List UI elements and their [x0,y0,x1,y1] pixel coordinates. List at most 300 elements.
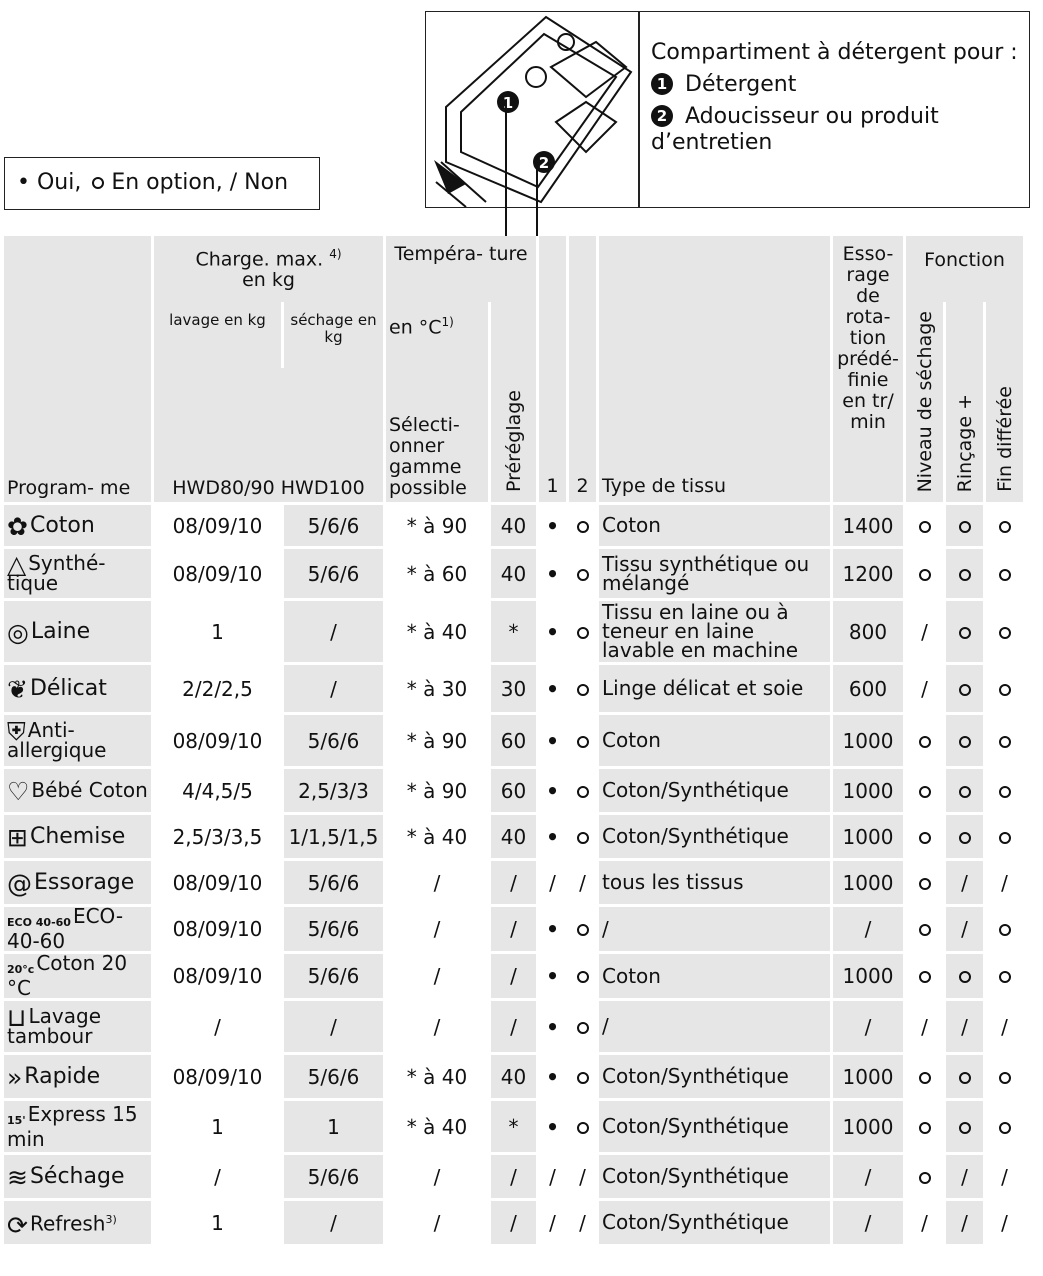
sechage-cell: 5/6/6 [281,904,383,951]
refresh-icon: ⟳ [7,1210,28,1240]
lavage-cell: 08/09/10 [151,1052,281,1098]
option-ring-icon [959,1072,971,1084]
c1-cell: • [536,712,566,766]
lavage-cell: / [151,998,281,1052]
pre-cell: / [488,951,536,998]
tissu-cell: Coton/Synthétique [596,1152,830,1198]
f2-cell [943,598,983,662]
option-ring-icon [919,521,931,533]
header-tissu: Type de tissu [596,236,830,502]
sechage-cell: 5/6/6 [281,951,383,998]
fin-differee-label: Fin différée [993,386,1016,492]
option-ring-icon [919,569,931,581]
svg-text:2: 2 [538,154,550,172]
option-ring-icon [577,569,589,581]
c1-cell: / [536,1152,566,1198]
option-ring-icon [577,627,589,639]
header-temp-unit [383,302,488,368]
sechage-cell: / [281,998,383,1052]
flower-icon: ✿ [7,511,28,541]
rincage-label: Rinçage + [953,393,976,492]
f2-cell [943,1098,983,1152]
spin-cell: / [830,904,903,951]
pre-cell: / [488,1152,536,1198]
charge-footnote: 4) [329,247,342,261]
spin-cell: / [830,1152,903,1198]
spin-cell: 1000 [830,1098,903,1152]
sechage-cell: 1 [281,1098,383,1152]
programme-name: Express 15 min [7,1101,138,1151]
spin-cell: 1200 [830,546,903,598]
lavage-cell: 08/09/10 [151,546,281,598]
temp-cell: / [383,858,488,904]
tissu-cell: Coton/Synthétique [596,1098,830,1152]
header-programme: Program- me [4,236,151,502]
option-ring-icon [577,786,589,798]
pre-cell: 40 [488,546,536,598]
pre-cell: / [488,904,536,951]
pre-cell: / [488,998,536,1052]
f3-cell: / [983,1198,1023,1244]
temp-cell: * à 60 [383,546,488,598]
table-row [4,598,1023,662]
spin-cell: 1000 [830,766,903,812]
f3-cell: / [983,998,1023,1052]
option-ring-icon [919,736,931,748]
f1-cell [903,858,943,904]
lavage-cell: 08/09/10 [151,712,281,766]
header-col-2: 2 [566,236,596,502]
option-ring-icon [959,736,971,748]
c2-cell [566,812,596,858]
lavage-cell: / [151,1152,281,1198]
c1-cell: • [536,998,566,1052]
spin-cell: 1000 [830,1052,903,1098]
option-ring-icon [919,878,931,890]
charge-unit: en kg [242,269,295,292]
sechage-cell: 5/6/6 [281,502,383,546]
lavage-cell: 1 [151,1198,281,1244]
programme-name: Rapide [24,1063,101,1089]
f1-cell [903,502,943,546]
header-selection: Sélecti- onner gamme possible [383,368,488,502]
header-niveau-sechage [903,302,943,502]
pre-cell: 30 [488,662,536,712]
lavage-cell: 4/4,5/5 [151,766,281,812]
feather-icon: ❦ [7,674,28,704]
programme-cell [4,662,151,712]
c1-cell: • [536,502,566,546]
header-fin-differee [983,302,1023,502]
tissu-cell: Coton/Synthétique [596,1052,830,1098]
f2-cell: / [943,858,983,904]
option-ring-icon [959,1122,971,1134]
shield-icon: ⛨ [7,717,26,746]
f3-cell: / [983,858,1023,904]
option-ring-icon [577,684,589,696]
wool-icon: ◎ [7,617,29,647]
tissu-cell: Coton [596,712,830,766]
c2-cell [566,998,596,1052]
table-row [4,766,1023,812]
programme-name: Chemise [29,823,126,849]
programme-cell [4,812,151,858]
drawer-item-1-label: Détergent [685,72,797,97]
tissu-cell: Linge délicat et soie [596,662,830,712]
c2-cell [566,598,596,662]
programme-cell [4,904,151,951]
programme-cell [4,598,151,662]
pre-cell: 40 [488,502,536,546]
c2-cell [566,712,596,766]
c1-cell: • [536,546,566,598]
table-row [4,1052,1023,1098]
niveau-sechage-label: Niveau de séchage [913,310,936,492]
option-ring-icon [999,521,1011,533]
header-charge [151,236,383,302]
spiral-icon: @ [7,868,32,898]
c2-cell: / [566,1198,596,1244]
programme-table [4,236,1023,1244]
pre-cell: / [488,1198,536,1244]
option-ring-icon [999,736,1011,748]
preglage-label: Préréglage [502,389,525,492]
f1-cell: / [903,1198,943,1244]
legend-option: En option, [111,170,223,195]
f2-cell: / [943,904,983,951]
option-ring-icon [92,177,104,189]
table-row [4,812,1023,858]
f3-cell [983,766,1023,812]
option-ring-icon [999,684,1011,696]
c1-cell: • [536,904,566,951]
header-sechage: séchage en kg [281,302,383,368]
charge-title: Charge. max. [195,248,324,271]
option-ring-icon [919,1122,931,1134]
option-ring-icon [577,971,589,983]
option-ring-icon [999,971,1011,983]
option-ring-icon [959,786,971,798]
option-ring-icon [959,627,971,639]
option-ring-icon [959,569,971,581]
header-models: HWD80/90 HWD100 [151,368,383,502]
f1-cell [903,1152,943,1198]
table-row [4,546,1023,598]
table-row [4,502,1023,546]
option-ring-icon [999,627,1011,639]
header-temperature: Tempéra- ture [383,236,536,302]
tissu-cell: Coton [596,951,830,998]
temp-cell: * à 90 [383,502,488,546]
temp-cell: * à 40 [383,598,488,662]
programme-name: Essorage [34,869,135,895]
option-ring-icon [919,1072,931,1084]
drum-icon: ⊔ [7,1003,27,1032]
option-ring-icon [919,832,931,844]
f3-cell [983,904,1023,951]
f3-cell [983,546,1023,598]
drawer-item-2-label: Adoucisseur ou produit d’entretien [651,104,939,155]
temp-cell: / [383,1198,488,1244]
programme-cell [4,998,151,1052]
programme-name: Délicat [29,675,107,701]
drawer-title: Compartiment à détergent pour : [651,40,1018,65]
f3-cell [983,662,1023,712]
programme-name: Coton [29,512,95,538]
option-ring-icon [959,832,971,844]
triangle-icon: △ [7,550,27,579]
sechage-cell: 5/6/6 [281,546,383,598]
f2-cell [943,766,983,812]
shirt-icon: ⊞ [7,822,28,852]
header-essorage: Esso- rage de rota- tion prédé- finie en tr/ min [830,236,903,502]
temp-cell: * à 40 [383,812,488,858]
c1-cell: • [536,1098,566,1152]
cotton-20-icon: 20°c [7,963,35,976]
header-lavage: lavage en kg [151,302,281,368]
f2-cell [943,812,983,858]
f3-cell [983,1052,1023,1098]
c1-cell: / [536,858,566,904]
f3-cell [983,598,1023,662]
programme-name: Synthé- tique [7,551,106,595]
tissu-cell: / [596,998,830,1052]
table-row [4,1098,1023,1152]
table-row [4,1152,1023,1198]
option-ring-icon [577,521,589,533]
f1-cell [903,766,943,812]
sechage-cell: 5/6/6 [281,1052,383,1098]
drawer-item-1 [651,72,1021,98]
number-1-icon: 1 [651,73,673,95]
c2-cell [566,1052,596,1098]
baby-clothes-icon: ♡ [7,776,30,806]
f2-cell: / [943,998,983,1052]
programme-cell [4,502,151,546]
f1-cell [903,1052,943,1098]
temp-cell: * à 90 [383,712,488,766]
f3-cell [983,812,1023,858]
sechage-cell: 5/6/6 [281,858,383,904]
sechage-cell: 1/1,5/1,5 [281,812,383,858]
sechage-cell: 5/6/6 [281,712,383,766]
lavage-cell: 1 [151,598,281,662]
c2-cell [566,502,596,546]
tissu-cell: Coton [596,502,830,546]
table-row [4,1198,1023,1244]
f1-cell [903,904,943,951]
sechage-cell: 5/6/6 [281,1152,383,1198]
f1-cell [903,951,943,998]
f2-cell [943,662,983,712]
f3-cell [983,712,1023,766]
option-ring-icon [577,1122,589,1134]
temp-cell: / [383,951,488,998]
option-ring-icon [959,521,971,533]
option-ring-icon [999,569,1011,581]
programme-cell [4,1052,151,1098]
spin-cell: 1000 [830,712,903,766]
lavage-cell: 08/09/10 [151,904,281,951]
spin-cell: 1000 [830,951,903,998]
pre-cell: 40 [488,812,536,858]
programme-name: Coton 20 °C [7,951,128,1000]
pre-cell: 60 [488,712,536,766]
f2-cell [943,712,983,766]
rapid-icon: » [7,1062,23,1092]
programme-name: Anti- allergique [7,718,107,762]
lavage-cell: 08/09/10 [151,951,281,998]
programme-cell [4,1198,151,1244]
option-ring-icon [577,1072,589,1084]
programme-name: Laine [30,618,91,644]
option-ring-icon [999,1122,1011,1134]
spin-cell: 1400 [830,502,903,546]
programme-cell [4,546,151,598]
f1-cell: / [903,998,943,1052]
f2-cell [943,546,983,598]
c1-cell: • [536,598,566,662]
table-row [4,951,1023,998]
c2-cell: / [566,858,596,904]
drying-icon: ≋ [7,1162,28,1192]
tissu-cell: Coton/Synthétique [596,766,830,812]
f3-cell [983,502,1023,546]
programme-cell [4,951,151,998]
number-2-icon: 2 [651,105,673,127]
c2-cell [566,662,596,712]
option-ring-icon [999,786,1011,798]
header-col-1: 1 [536,236,566,502]
option-ring-icon [999,924,1011,936]
lavage-cell: 2/2/2,5 [151,662,281,712]
tissu-cell: Coton/Synthétique [596,1198,830,1244]
legend-yes: • Oui, [17,170,82,195]
programme-cell [4,766,151,812]
option-ring-icon [999,832,1011,844]
spin-cell: / [830,998,903,1052]
spin-cell: 1000 [830,858,903,904]
c2-cell: / [566,1152,596,1198]
programme-cell [4,1098,151,1152]
tissu-cell: Coton/Synthétique [596,812,830,858]
f2-cell [943,1052,983,1098]
c1-cell: • [536,951,566,998]
lavage-cell: 1 [151,1098,281,1152]
f1-cell [903,812,943,858]
f2-cell: / [943,1152,983,1198]
tissu-cell: tous les tissus [596,858,830,904]
spin-cell: / [830,1198,903,1244]
programme-name: Bébé Coton [31,777,148,802]
option-ring-icon [919,786,931,798]
programme-name: ECO-40-60 [7,904,124,953]
option-ring-icon [919,1172,931,1184]
option-ring-icon [577,736,589,748]
f2-cell [943,502,983,546]
pre-cell: * [488,1098,536,1152]
c1-cell: • [536,812,566,858]
tissu-cell: Tissu en laine ou à teneur en laine lavable en machine [596,598,830,662]
programme-cell [4,712,151,766]
table-row [4,712,1023,766]
option-ring-icon [577,1022,589,1034]
tissu-cell: / [596,904,830,951]
drawer-legend [651,40,1021,156]
c1-cell: • [536,766,566,812]
c2-cell [566,1098,596,1152]
option-ring-icon [919,924,931,936]
spin-cell: 600 [830,662,903,712]
table-row [4,858,1023,904]
option-ring-icon [999,1072,1011,1084]
f1-cell: / [903,662,943,712]
express-15-icon: 15' [7,1113,26,1127]
header-fonction: Fonction [903,236,1023,302]
f3-cell: / [983,1152,1023,1198]
c2-cell [566,546,596,598]
option-ring-icon [959,684,971,696]
tissu-cell: Tissu synthétique ou mélangé [596,546,830,598]
f1-cell: / [903,598,943,662]
f2-cell [943,951,983,998]
pre-cell: 40 [488,1052,536,1098]
pre-cell: 60 [488,766,536,812]
sechage-cell: / [281,662,383,712]
programme-name: Séchage [29,1163,125,1189]
lavage-cell: 08/09/10 [151,502,281,546]
f1-cell [903,712,943,766]
option-ring-icon [959,971,971,983]
sechage-cell: / [281,1198,383,1244]
programme-cell [4,1152,151,1198]
temp-cell: * à 90 [383,766,488,812]
eco-icon: ECO 40-60 [7,916,71,929]
programme-name: Lavage tambour [7,1004,102,1048]
option-ring-icon [919,971,931,983]
c2-cell [566,904,596,951]
temp-unit: en °C [389,316,442,339]
lavage-cell: 08/09/10 [151,858,281,904]
pre-cell: * [488,598,536,662]
f3-cell [983,1098,1023,1152]
programme-footnote: 3) [105,1213,117,1227]
sechage-cell: / [281,598,383,662]
temp-cell: / [383,998,488,1052]
option-ring-icon [577,832,589,844]
temp-cell: * à 30 [383,662,488,712]
f2-cell: / [943,1198,983,1244]
header-preglage [488,302,536,502]
c1-cell: • [536,1052,566,1098]
svg-text:1: 1 [502,94,514,112]
table-row [4,662,1023,712]
drawer-item-2 [651,104,1021,156]
c2-cell [566,766,596,812]
temp-cell: * à 40 [383,1052,488,1098]
pre-cell: / [488,858,536,904]
f3-cell [983,951,1023,998]
programme-name: Refresh [29,1211,106,1236]
temp-footnote: 1) [441,315,454,329]
c1-cell: • [536,662,566,712]
drawer-divider [638,12,640,207]
f1-cell [903,546,943,598]
temp-cell: / [383,1152,488,1198]
temp-cell: * à 40 [383,1098,488,1152]
table-row [4,998,1023,1052]
spin-cell: 1000 [830,812,903,858]
